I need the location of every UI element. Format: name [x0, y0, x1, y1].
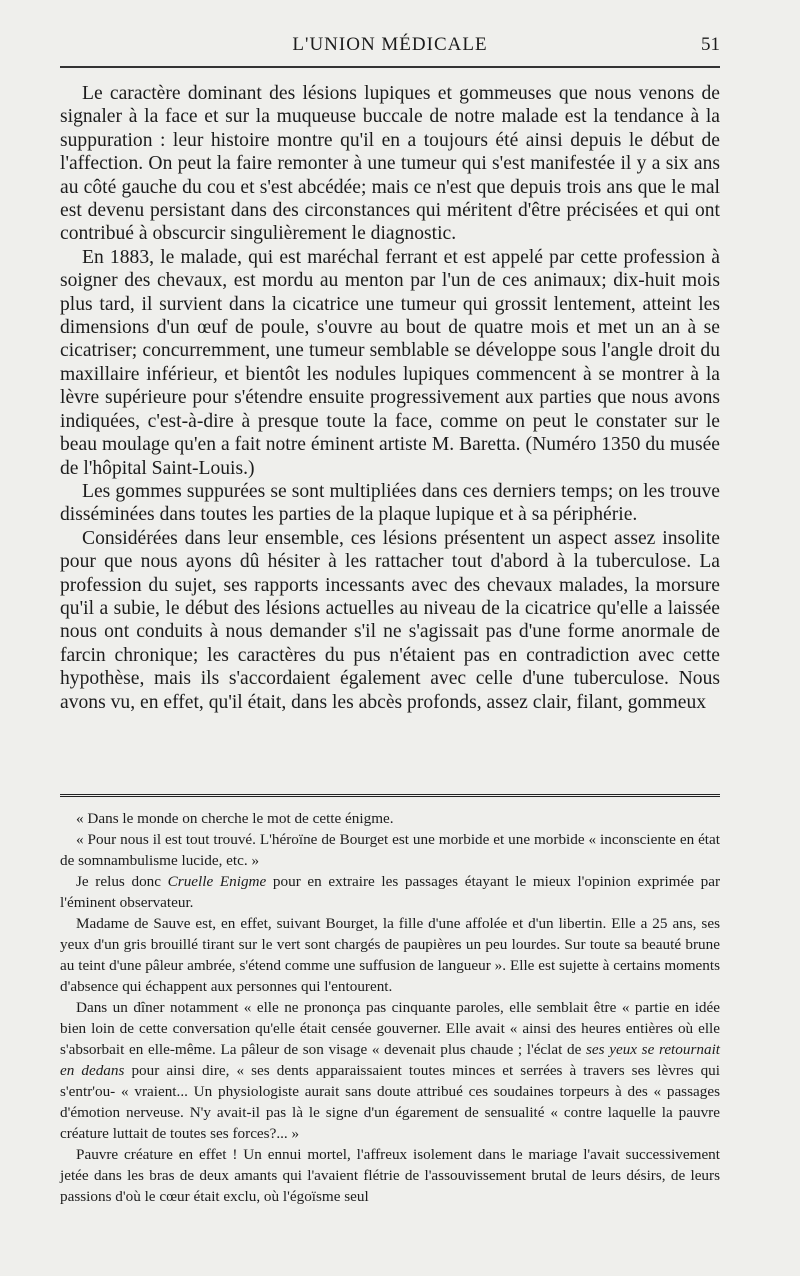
- footnote-divider: [60, 794, 720, 801]
- footnote-text: Je relus donc: [76, 873, 168, 890]
- paragraph: Les gommes suppurées se sont multipliées dans ces derniers temps; on les trouve disséminées dans toutes les parties de la plaque lupique et à sa périphérie.: [60, 480, 720, 526]
- paragraph: Considérées dans leur ensemble, ces lésions présentent un aspect assez insolite pour que nous ayons dû hésiter à les rattacher tout d'abord à la tuberculose. La profession du sujet, ses rapports incessants avec des chevaux malades, la morsure qu'il a subie, le début des lésions actuelles au niveau de la cicatrice qu'elle a laissée nous ont conduits à nous demander s'il ne s'agissait pas d'une forme anormale de farcin chronique; les caractères du pus n'étaient pas en contradiction avec cette hypothèse, mais ils s'accordaient également avec celle d'une tuberculose. Nous avons vu, en effet, qu'il était, dans les abcès profonds, assez clair, filant, gommeux: [60, 527, 720, 713]
- paragraph: Le caractère dominant des lésions lupiques et gommeuses que nous venons de signaler à la face et sur la muqueuse buccale de notre malade est la tendance à la suppuration : leur histoire montre qu'il en a toujours été ainsi depuis le début de l'affection. On peut la faire remonter à une tumeur qui s'est manifestée il y a six ans au côté gauche du cou et s'est abcédée; mais ce n'est que depuis trois ans que le mal est devenu persistant dans des circonstances qui méritent d'être précisées et qui ont contribué à obscurcir singulièrement le diagnostic.: [60, 83, 720, 245]
- italic-phrase: ses yeux se retournait en dedans: [60, 1041, 721, 1079]
- header-rule: [60, 66, 720, 68]
- paragraph: En 1883, le malade, qui est maréchal ferrant et est appelé par cette profession à soigner des chevaux, est mordu au menton par l'un de ces animaux; dix-huit mois plus tard, il survient dans la cicatrice une tumeur qui grossit lentement, atteint les dimensions d'un œuf de poule, s'ouvre au bout de quatre mois et met un an à se cicatriser; concurremment, une tumeur semblable se développe sous l'angle droit du maxillaire inférieur, et bientôt les nodules lupiques commencent à se montrer à la lèvre supérieure pour s'étendre ensuite progressivement aux parties que nous avons indiquées, c'est-à-dire à presque toute la face, comme on peut le constater sur le beau moulage qu'en a fait notre éminent artiste M. Baretta. (Numéro 1350 du musée de l'hôpital Saint-Louis.): [60, 246, 720, 479]
- book-title: Cruelle Enigme: [167, 873, 267, 890]
- page-header: [60, 34, 720, 60]
- page-number: 51: [701, 34, 720, 55]
- footnote-paragraph: [60, 997, 720, 1144]
- footnote-paragraph: Pauvre créature en effet ! Un ennui mortel, l'affreux isolement dans le mariage l'avait successivement jetée dans les bras de deux amants qui l'avaient flétrie de l'assouvissement brutal de leurs désirs, de leurs passions d'où le cœur était exclu, où l'égoïsme seul: [60, 1146, 720, 1205]
- footnote-paragraph: Madame de Sauve est, en effet, suivant Bourget, la fille d'une affolée et d'un libertin. Elle a 25 ans, ses yeux d'un gris brouillé tirant sur le vert sont chargés de paupières un peu lourdes. Sur toute sa beauté brune au teint d'une pâleur ambrée, s'étend comme une suffusion de langueur ». Elle est sujette à certains moments d'absence qui échappent aux personnes qui l'entourent.: [60, 915, 720, 995]
- footnote-line: « Dans le monde on cherche le mot de cette énigme.: [76, 810, 394, 827]
- running-title: L'UNION MÉDICALE: [292, 34, 488, 55]
- footnote-text: pour en extraire les passages étayant le mieux l'opinion exprimée par l'éminent observateur.: [60, 873, 721, 911]
- main-text: [60, 82, 720, 714]
- footnote-text: pour ainsi dire, « ses dents apparaissaient toutes minces et serrées à travers ses lèvres qui s'entr'ou- « vraient... Un physiologiste aurait sans doute attribué ces soudaines torpeurs à des « passages d'émotion nerveuse. N'y avait-il pas là le signe d'un égarement de sensualité « contre laquelle la pauvre créature luttait de toutes ses forces?... »: [60, 1062, 720, 1142]
- footnote-line: « Pour nous il est tout trouvé. L'héroïne de Bourget est une morbide et une morbide « inconsciente en état de somnambulisme lucide, etc. »: [60, 831, 720, 869]
- footnote-paragraph: [60, 871, 720, 913]
- footnote-text: Dans un dîner notamment « elle ne prononça pas cinquante paroles, elle semblait être « partie en idée bien loin de cette conversation qu'elle était censée gouverner. Elle avait « ainsi des heures entières où elle s'absorbait en elle-même. La pâleur de son visage « devenait plus chaude ; l'éclat de: [60, 999, 720, 1058]
- footnote: [60, 808, 720, 1207]
